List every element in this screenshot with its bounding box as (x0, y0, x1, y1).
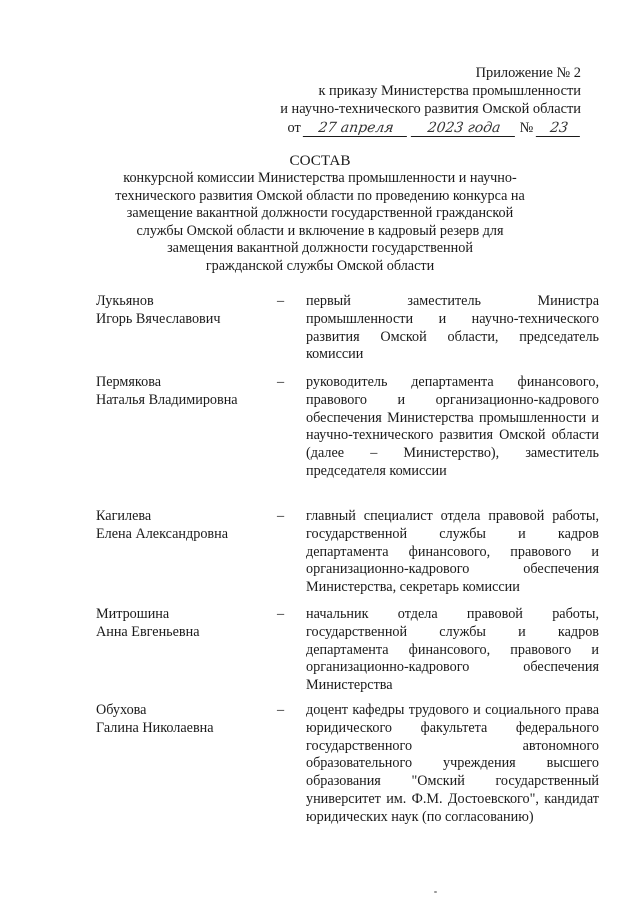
document-title: СОСТАВ (289, 152, 351, 169)
member-given-name: Галина Николаевна (96, 719, 214, 736)
order-reference: к приказу Министерства промышленности (318, 83, 581, 99)
date-prefix: от (287, 120, 301, 136)
member-name (96, 293, 271, 329)
member-name (96, 606, 271, 642)
ministry-name: и научно-технического развития Омской области (280, 101, 581, 117)
member-role: начальник отдела правовой работы, государственной службы и кадров департамента финансового, правового и организационно-кадрового обеспечения Министерства (306, 606, 599, 694)
member-dash: – (277, 293, 285, 309)
member-name (96, 374, 271, 410)
handwritten-year: 2023 года (411, 120, 517, 137)
member-role: руководитель департамента финансового, правового и организационно-кадрового обеспечения Министерства промышленности и научно-технического развития Омской области (далее – Министерство), заместитель председателя комиссии (306, 374, 599, 479)
member-role: первый заместитель Министра промышленности и научно-технического развития Омской области, председатель комиссии (306, 293, 599, 363)
subtitle-line: замещение вакантной должности государственной гражданской (126, 205, 514, 222)
member-surname: Пермякова (96, 374, 161, 390)
member-dash: – (277, 508, 285, 524)
subtitle-line: гражданской службы Омской области (205, 257, 435, 274)
appendix-header (280, 64, 581, 137)
document-subtitle (80, 170, 560, 276)
member-surname: Митрошина (96, 606, 170, 622)
member-surname: Обухова (96, 702, 147, 718)
scan-speck (434, 891, 437, 893)
member-dash: – (277, 374, 285, 390)
member-surname: Лукьянов (96, 293, 154, 309)
member-given-name: Игорь Вячеславович (96, 310, 221, 327)
member-given-name: Елена Александровна (96, 525, 228, 542)
handwritten-number: 23 (536, 120, 582, 137)
subtitle-line: замещения вакантной должности государственной (167, 240, 473, 257)
appendix-number: Приложение № 2 (475, 65, 581, 81)
subtitle-line: службы Омской области и включение в кадровый резерв для (136, 222, 504, 239)
member-role: доцент кафедры трудового и социального права юридического факультета федерального государственного автономного образовательного учреждения высшего образования "Омский государственный университет им. Ф.М. Достоевского", кандидат юридических наук (по согласованию) (306, 702, 599, 825)
member-name (96, 702, 271, 738)
order-date-line (280, 119, 581, 137)
number-prefix: № (519, 120, 534, 136)
subtitle-line: конкурсной комиссии Министерства промышленности и научно- (123, 170, 517, 186)
subtitle-line: технического развития Омской области по проведению конкурса на (115, 187, 525, 204)
member-given-name: Наталья Владимировна (96, 391, 238, 408)
member-given-name: Анна Евгеньевна (96, 623, 200, 640)
member-dash: – (277, 606, 285, 622)
member-role: главный специалист отдела правовой работы, государственной службы и кадров департамента финансового, правового и организационно-кадрового обеспечения Министерства, секретарь комиссии (306, 508, 599, 596)
member-name (96, 508, 271, 544)
handwritten-date: 27 апреля (303, 120, 409, 137)
member-surname: Кагилева (96, 508, 152, 524)
member-dash: – (277, 702, 285, 718)
